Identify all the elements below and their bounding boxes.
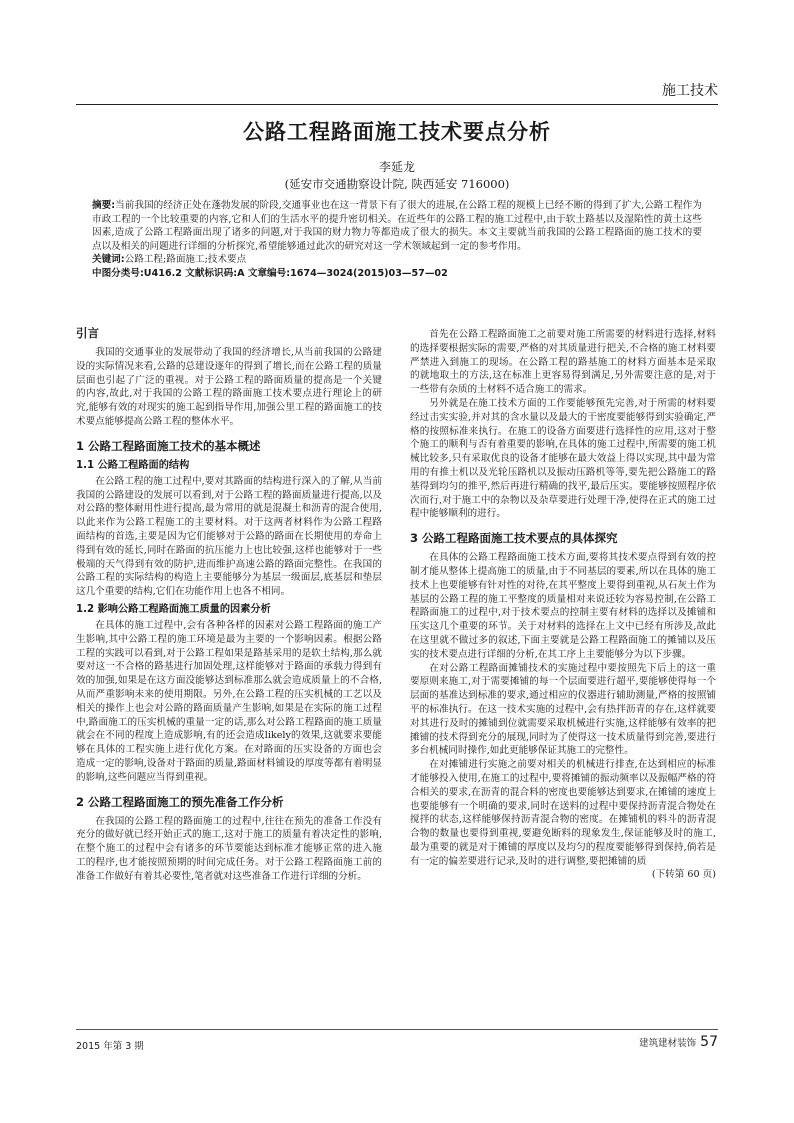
- abstract-block: [92, 199, 702, 281]
- abstract: [92, 199, 702, 253]
- section-2-paragraph: 在我国的公路工程的路面施工的过程中,往往在预先的准备工作没有充分的做好就已经开始正式的施工,这对于施工的质量有着决定性的影响,在整个施工的过程中会有诸多的环节要能达到标准才能够正常的进入施工的程序,也才能按照预期的时间完成任务。对于公路工程路面施工前的准备工作做好有着其必要性,笔者就对这些准备工作进行详细的分析。: [76, 815, 382, 882]
- right-paragraph-1: 首先在公路工程路面施工之前要对施工所需要的材料进行选择,材料的选择要根据实际的需要,严格的对其质量进行把关,不合格的施工材料要严禁进入到施工的现场。在公路工程的路基施工的材料方面基本是采取的就地取土的方法,这在标准上更容易得到满足,另外需要注意的是,对于一些带有杂质的土材料不适合施工的需求。: [410, 329, 716, 396]
- footer-journal-name: 建筑建材装饰: [639, 1038, 697, 1049]
- section-1-1-heading: 1.1 公路工程路面的结构: [76, 459, 190, 471]
- classification-text: 中图分类号:U416.2 文献标识码:A 文章编号:1674—3024(2015)03—57—02: [92, 267, 448, 279]
- article-author: 李延龙: [378, 160, 415, 174]
- footer-rule: [76, 1029, 718, 1030]
- abstract-text: 当前我国的经济正处在蓬勃发展的阶段,交通事业也在这一背景下有了很大的进展,在公路工程的规模上已经不断的得到了扩大,公路工程作为市政工程的一个比较重要的内容,它和人们的生活水平的提升密切相关。在近些年的公路工程的施工过程中,由于软土路基以及湿陷性的黄土这些因素,造成了公路工程路面出现了诸多的问题,对于我国的财力物力等都造成了很大的损失。本文主要就当前我国的公路工程路面的施工技术的要点以及相关的问题进行详细的分析探究,希望能够通过此次的研究对这一学术领域起到一定的参考作用。: [92, 200, 702, 252]
- intro-heading: 引言: [76, 326, 99, 340]
- article-affiliation: (延安市交通勘察设计院, 陕西延安 716000): [284, 177, 510, 191]
- keywords: [92, 253, 702, 267]
- abstract-label: 摘要:: [92, 200, 116, 211]
- keywords-label: 关键词:: [92, 254, 125, 266]
- page-number: 57: [700, 1034, 718, 1050]
- right-paragraph-2: 另外就是在施工技术方面的工作要能够预先完善,对于所需的材料要经过击实实验,并对其的含水量以及最大的干密度要能够得到实验确定,严格的按照标准来执行。在施工的设备方面要进行选择性的应用,这对于整个施工的顺利与否有着重要的影响,在具体的施工过程中,所需要的施工机械比较多,只有采取优良的设备才能够在最大效益上得以实现,其中最为常用的有推土机以及光轮压路机以及振动压路机等等,要先把公路施工的路基得到均匀的推平,然后再进行精确的找平,最后压实。要能够按照程序依次而行,对于施工中的杂物以及杂草要进行处理干净,使得在正式的施工过程中能够顺利的进行。: [410, 397, 716, 520]
- right-paragraph-4: 在对公路工程路面摊铺技术的实施过程中要按照先下后上的这一重要原则来施工,对于需要摊铺的每一个层面要进行超平,要能够使得每一个层面的基准达到标准的要求,通过相应的仪器进行辅助测量,严格的按照铺平的标准执行。在这一技术实施的过程中,会有热拌沥青的存在,这样就要对其进行及时的摊铺到位就需要采取机械进行实施,这样能够有效率的把摊铺的技术得到充分的展现,同时为了使得这一技术质量得到完善,要进行多台机械同时操作,如此更能够保证其施工的完整性。: [410, 662, 716, 757]
- section-tag: 施工技术: [662, 83, 718, 99]
- section-1-2-heading: 1.2 影响公路工程路面施工质量的因素分析: [76, 603, 271, 615]
- keywords-text: 公路工程;路面施工;技术要点: [124, 254, 247, 266]
- right-paragraph-3: 在具体的公路工程路面施工技术方面,要将其技术要点得到有效的控制才能从整体上提高施工的质量,由于不同基层的要素,所以在具体的施工技术上也要能够有针对性的对待,在其平整度上要得到重视,从石灰土作为基层的公路工程的施工平整度的质量相对来说还较为容易控制,在公路工程路面施工的过程中,对于技术要点的控制主要有材料的选择以及摊铺和压实这几个重要的环节。关于对材料的选择在上文中已经有所涉及,故此在这里就不做过多的叙述,下面主要就是公路工程路面施工的摊铺以及压实的技术要点进行详细的分析,在其工序上主要能够分为以下步骤。: [410, 552, 716, 660]
- header-rule: [76, 104, 718, 105]
- right-column: [410, 328, 716, 882]
- intro-paragraph: 我国的交通事业的发展带动了我国的经济增长,从当前我国的公路建设的实际情况来看,公路的总建设逐年的得到了增长,而在公路工程的质量层面也引起了广泛的重视。对于公路工程的路面质量的提高是一个关键的内容,故此,对于我国的公路工程的路面施工技术要点进行理论上的研究,能够有效的对现实的施工起到指导作用,加强公里工程的路面施工的技术要点能够提高公路工程的整体水平。: [76, 347, 382, 427]
- article-title: 公路工程路面施工技术要点分析: [243, 120, 551, 144]
- section-1-heading: 1 公路工程路面施工技术的基本概述: [76, 438, 261, 453]
- right-paragraph-5: 在对摊铺进行实施之前要对相关的机械进行排查,在达到相应的标准才能够投入使用,在施工的过程中,要将摊铺的振动频率以及振幅严格的符合相关的要求,在沥青的混合料的密度也要能够达到要求,在摊铺的速度上也要能够有一个明确的要求,同时在送料的过程中要保持沥青混合物处在搅拌的状态,这样能够保持沥青混合物的密度。在摊铺机的料斗的沥青混合物的数量也要得到重视,要避免断料的现象发生,保证能够及时的施工,最为重要的就是对于摊铺的厚度以及均匀的程度要能够得到保持,倘若是有一定的偏差要进行记录,及时的进行调整,要把摊铺的质: [410, 759, 716, 867]
- footer-journal: [639, 1034, 718, 1050]
- left-column: [76, 326, 382, 884]
- section-1-2-paragraph: 在具体的施工过程中,会有各种各样的因素对公路工程路面的施工产生影响,其中公路工程的施工环境是最为主要的一个影响因素。根据公路工程的实践可以看到,对于公路工程如果是路基采用的是软土结构,那么就要对这一不合格的路基进行加固处理,这样能够对于路面的承载力得到有效的加强,如果是在这方面没能够达到标准那么就会造成质量上的不合格,从而严重影响未来的使用期限。另外,在公路工程的压实机械的工艺以及相关的操作上也会对公路的路面质量产生影响,如果是在实际的施工过程中,路面施工的压实机械的重量一定的话,那么对公路工程路面的施工质量就会在不同的程度上造成影响,有的还会造成likely的效果,这就要求要能够在具体的工程实施上进行优化方案。在对路面的压实设备的方面也会造成一定的影响,设备对于路面的质量,路面材料铺设的厚度等都有着明显的影响,这些问题应当得到重视。: [76, 619, 382, 783]
- section-2-heading: 2 公路工程路面施工的预先准备工作分析: [76, 794, 284, 809]
- section-1-1-paragraph: 在公路工程的施工过程中,要对其路面的结构进行深入的了解,从当前我国的公路建设的发展可以看到,对于公路工程的路面质量进行提高,以及对公路的整体耐用性进行提高,最为常用的就是混凝土和沥青的混合使用,以此来作为公路工程施工的主要材料。对于这两者材料作为公路工程路面结构的首选,主要是因为它们能够对于公路的路面在长期使用的寿命上得到有效的延长,同时在路面的抗压能力上也比较强,这样也能够对于一些极端的天气得到有效的防护,进而维护高速公路的路面完整性。在我国的公路工程的实际结构的构造上主要能够分为基层一级面层,底基层和垫层这几个重要的结构,它们在功能作用上也各不相同。: [76, 475, 382, 598]
- classification-line: [92, 267, 702, 281]
- continued-note: (下转第 60 页): [651, 869, 716, 881]
- footer-issue: 2015 年第 3 期: [76, 1041, 144, 1052]
- section-3-heading: 3 公路工程路面施工技术要点的具体探究: [410, 531, 618, 546]
